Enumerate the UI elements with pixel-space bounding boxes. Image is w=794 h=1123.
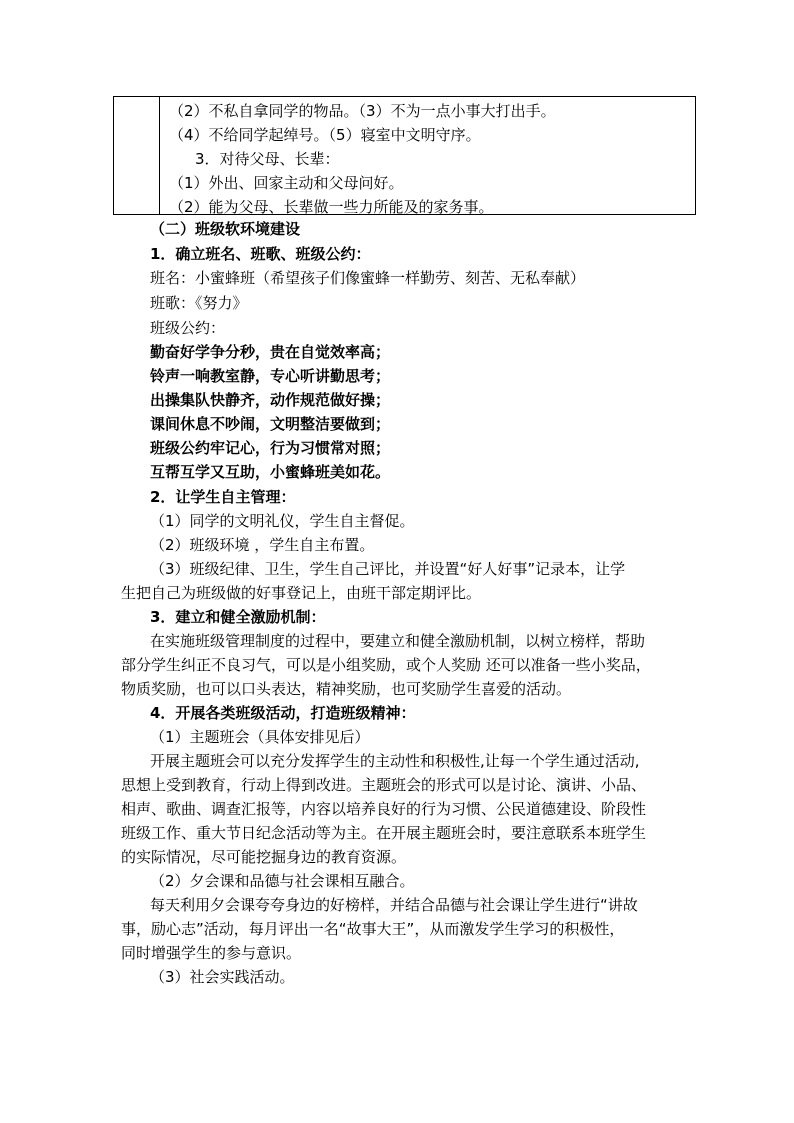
- pact-line: 铃声一响教室静，专心听讲勤思考；: [150, 367, 391, 385]
- subheading: （3）社会实践活动。: [150, 968, 295, 986]
- pact-line: 出操集队快静齐，动作规范做好操；: [150, 391, 391, 409]
- pact-line: 勤奋好学争分秒，贵在自觉效率高；: [150, 343, 391, 361]
- table-row: （1）外出、回家主动和父母问好。: [169, 174, 404, 192]
- paragraph-line: 的实际情况，尽可能挖掘身边的教育资源。: [121, 848, 407, 866]
- pact-label: 班级公约：: [150, 319, 226, 337]
- table-row: （4）不给同学起绰号。（5）寝室中文明守序。: [169, 126, 481, 144]
- table-row: （2）不私自拿同学的物品。（3）不为一点小事大打出手。: [169, 102, 556, 120]
- paragraph-line: 部分学生纠正不良习气，可以是小组奖励，或个人奖励 还可以准备一些小奖品，: [121, 656, 651, 674]
- paragraph-line: 在实施班级管理制度的过程中，要建立和健全激励机制，以树立榜样，帮助: [150, 632, 646, 650]
- pact-line: 课间休息不吵闹，文明整洁要做到；: [150, 415, 391, 433]
- paragraph-line: 相声、歌曲、调查汇报等，内容以培养良好的行为习惯、公民道德建设、阶段性: [121, 800, 647, 818]
- paragraph-line: 每天利用夕会课夸夸身边的好榜样，并结合品德与社会课让学生进行“讲故: [150, 896, 638, 914]
- list-item: （3）班级纪律、卫生，学生自己评比，并设置“好人好事”记录本，让学: [150, 560, 626, 578]
- pact-line: 互帮互学又互助，小蜜蜂班美如花。: [150, 463, 391, 481]
- paragraph-line: 开展主题班会可以充分发挥学生的主动性和积极性,让每一个学生通过活动,: [150, 752, 640, 770]
- subheading: （2）夕会课和品德与社会课相互融合。: [150, 872, 415, 890]
- paragraph-line: 事，励心志”活动，每月评出一名“故事大王”，从而激发学生学习的积极性，: [121, 920, 625, 938]
- heading-1: 1．确立班名、班歌、班级公约：: [150, 245, 371, 263]
- list-item: （2）班级环境 ，学生自主布置。: [150, 536, 375, 554]
- list-item: （1）同学的文明礼仪，学生自主督促。: [150, 512, 415, 530]
- paragraph-line: 思想上受到教育，行动上得到改进。主题班会的形式可以是讨论、演讲、小品、: [121, 776, 647, 794]
- subheading: （1）主题班会（具体安排见后）: [150, 728, 370, 746]
- heading-2: 2．让学生自主管理：: [150, 488, 296, 506]
- paragraph-line: 同时增强学生的参与意识。: [121, 944, 302, 962]
- pact-line: 班级公约牢记心，行为习惯常对照；: [150, 439, 391, 457]
- heading-4: 4．开展各类班级活动，打造班级精神：: [150, 704, 416, 722]
- paragraph-line: 物质奖励，也可以口头表达，精神奖励，也可奖励学生喜爱的活动。: [121, 680, 572, 698]
- list-item: 生把自己为班级做的好事登记上，由班干部定期评比。: [121, 584, 482, 602]
- class-song-line: 班歌：《努力》: [150, 294, 248, 312]
- paragraph-line: 班级工作、重大节日纪念活动等为主。在开展主题班会时，要注意联系本班学生: [121, 824, 647, 842]
- class-name-line: 班名：小蜜蜂班（希望孩子们像蜜蜂一样勤劳、刻苦、无私奉献）: [150, 269, 586, 287]
- table-row: （2）能为父母、长辈做一些力所能及的家务事。: [169, 198, 494, 216]
- table-row: 3．对待父母、长辈：: [195, 150, 340, 168]
- table-column-divider: [159, 97, 160, 214]
- heading-3: 3．建立和健全激励机制：: [150, 608, 326, 626]
- section-title: （二）班级软环境建设: [150, 220, 301, 238]
